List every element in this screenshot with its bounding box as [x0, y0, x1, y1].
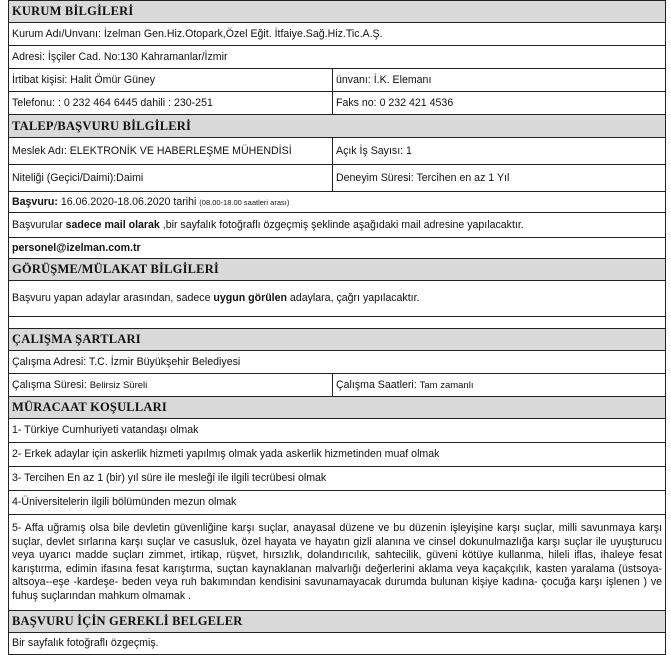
section-header-belgeler: BAŞVURU İÇİN GEREKLİ BELGELER	[9, 611, 666, 633]
form-table	[8, 0, 666, 655]
application-label: Başvuru:	[12, 195, 58, 208]
work-address: Çalışma Adresi: T.C. İzmir Büyükşehir Belediyesi	[9, 351, 666, 374]
requirement-item: 2- Erkek adaylar için askerlik hizmeti yapılmış olmak yada askerlik hizmetinden muaf olmak	[9, 443, 666, 467]
section-header-muracaat: MÜRACAAT KOŞULLARI	[9, 397, 666, 419]
requirement-item: 3- Tercihen En az 1 (bir) yıl süre ile mesleği ile ilgili tecrübesi olmak	[9, 467, 666, 491]
work-duration: Çalışma Süresi: Belirsiz Süreli	[9, 374, 333, 397]
requirement-item: 4-Üniversitelerin ilgili bölümünden mezun olmak	[9, 491, 666, 515]
work-hours: Çalışma Saatleri: Tam zamanlı	[333, 374, 666, 397]
application-email: personel@izelman.com.tr	[9, 238, 666, 259]
profession: Meslek Adı: ELEKTRONİK VE HABERLEŞME MÜHENDİSİ	[9, 138, 333, 165]
open-positions: Açık İş Sayısı: 1	[333, 138, 666, 165]
section-header-kurum: KURUM BİLGİLERİ	[9, 1, 666, 23]
section-header-calisma: ÇALIŞMA ŞARTLARI	[9, 329, 666, 351]
spacer	[9, 317, 666, 329]
application-hours: (08.00-18.00 saatleri arası)	[199, 197, 290, 207]
fax: Faks no: 0 232 421 4536	[333, 92, 666, 115]
application-date-range: 16.06.2020-18.06.2020 tarihi	[57, 195, 200, 208]
section-header-gorusme: GÖRÜŞME/MÜLAKAT BİLGİLERİ	[9, 259, 666, 281]
experience: Deneyim Süresi: Tercihen en az 1 Yıl	[333, 165, 666, 192]
job-nature: Niteliği (Geçici/Daimi):Daimi	[9, 165, 333, 192]
document-item: Bir sayfalık fotoğraflı özgeçmiş.	[9, 633, 666, 655]
phone: Telefonu: : 0 232 464 6445 dahili : 230-251	[9, 92, 333, 115]
institution-name: Kurum Adı/Unvanı: İzelman Gen.Hiz.Otopark,Özel Eğit. İtfaiye.Sağ.Hiz.Tic.A.Ş.	[9, 23, 666, 46]
contact-title: ünvanı: İ.K. Elemanı	[333, 69, 666, 92]
section-header-talep: TALEP/BAŞVURU BİLGİLERİ	[9, 115, 666, 138]
interview-info: Başvuru yapan adaylar arasından, sadece uygun görülen adaylara, çağrı yapılacaktır.	[9, 281, 666, 317]
contact-person: İrtibat kişisi: Halit Ömür Güney	[9, 69, 333, 92]
job-posting-form	[8, 0, 665, 655]
institution-address: Adresi: İşçiler Cad. No:130 Kahramanlar/İzmir	[9, 46, 666, 69]
application-dates	[9, 192, 666, 213]
application-method: Başvurular sadece mail olarak ,bir sayfalık fotoğraflı özgeçmiş şeklinde aşağıdaki mail adresine yapılacaktır.	[9, 213, 666, 238]
requirement-item-long: 5- Affa uğramış olsa bile devletin güvenliğine karşı suçlar, anayasal düzene ve bu düzenin işleyişine karşı suçlar, milli savunmaya karşı suçlar, devlet sırlarına karşı suçlar ve casusluk, özel hayata ve hayatın gizli alanına ve cinsel dokunulmazlığa karşı suçlar ile uyuşturucu veya uyarıcı madde suçları zimmet, irtikap, rüşvet, hırsızlık, dolandırıcılık, sahtecilik, güveni kötüye kullanma, hileli iflas, ihaleye fesat karıştırma, edimin ifasına fesat karıştırma, suçtan kaynaklanan malvarlığı değerlerini aklama veya kaçakçılık, kasten yaralama (üstsoya-altsoya--eşe -kardeşe- beden veya ruh bakımından kendisini savunamayacak durumda bulunan kişiye kadına- çocuğa karşı işlenen ) ve fuhuş suçlarından mahkum olmamak .	[9, 515, 666, 611]
requirement-item: 1- Türkiye Cumhuriyeti vatandaşı olmak	[9, 419, 666, 443]
